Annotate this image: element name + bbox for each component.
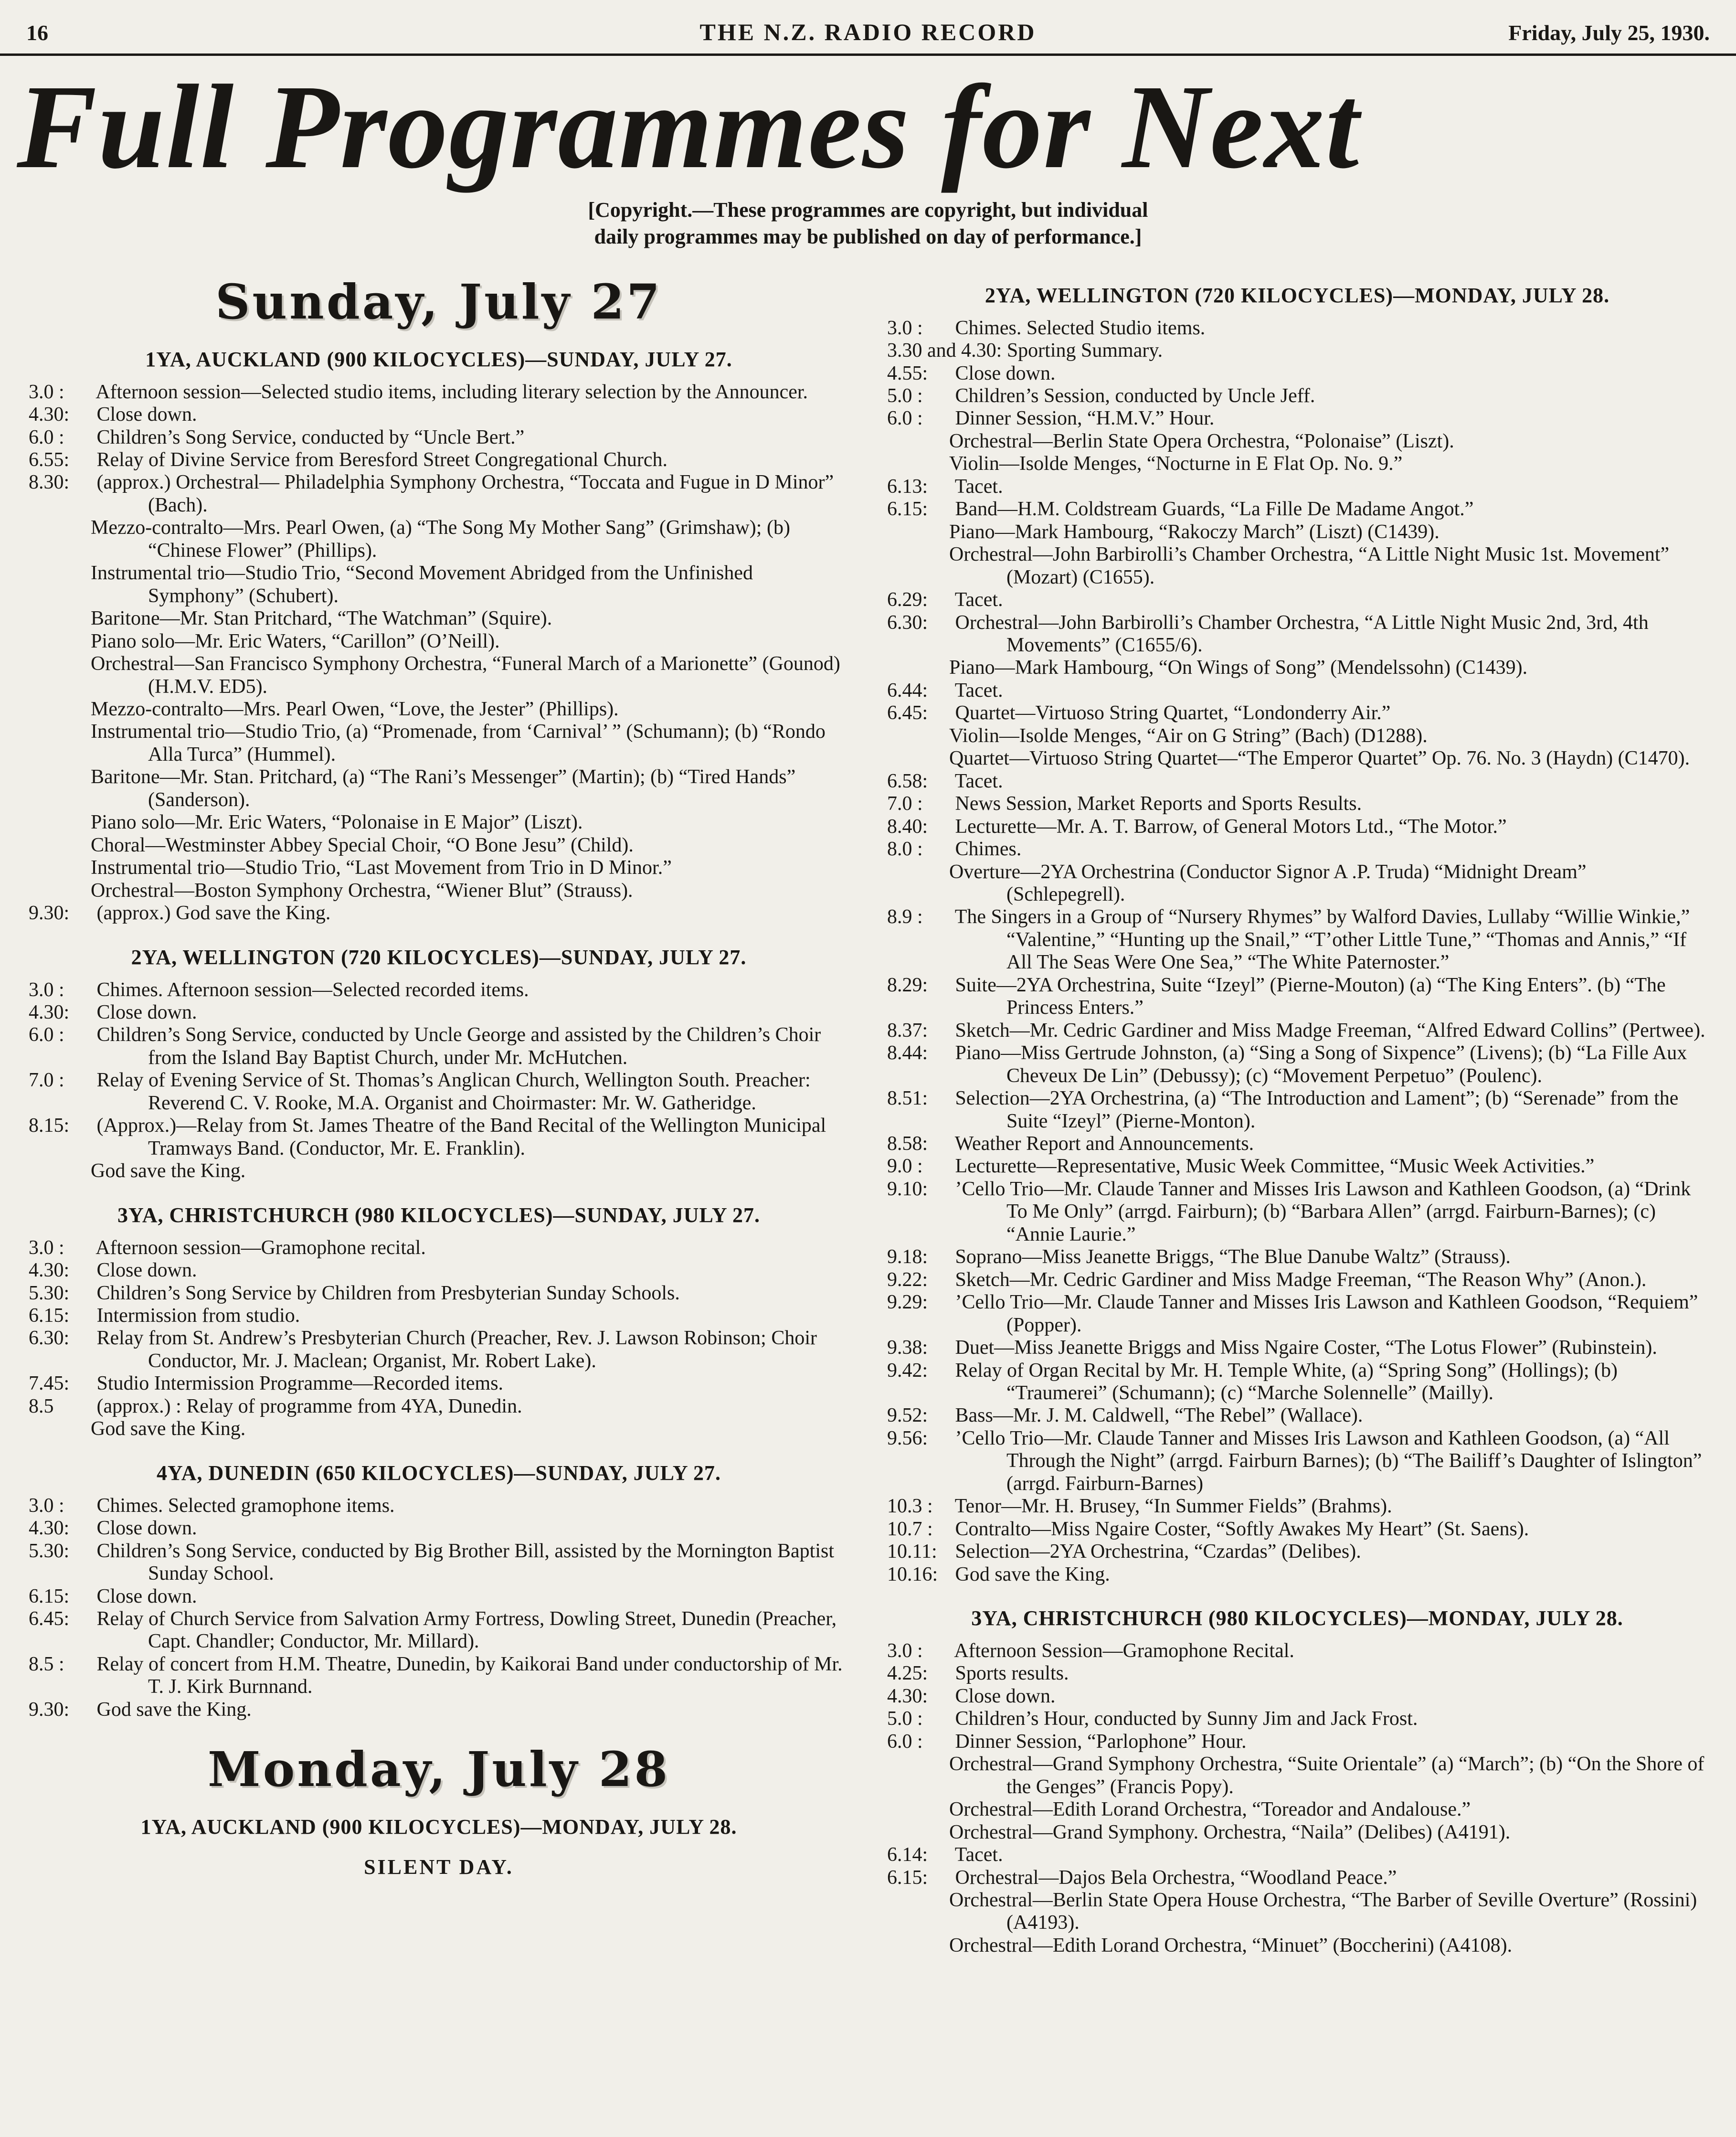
programme-subentry: Orchestral—Grand Symphony. Orchestra, “Naila” (Delibes) (A4191). [949,1821,1511,1843]
programme-entry [29,979,849,1001]
entry-description: Relay from St. Andrew’s Presbyterian Church (Preacher, Rev. J. Lawson Robinson; Choir Conductor, Mr. J. Maclean; Organist, Mr. Robert Lake). [96,1327,817,1372]
station-heading: 3YA, CHRISTCHURCH (980 KILOCYCLES)—SUNDAY, JULY 27. [117,1203,760,1227]
station-section [887,283,1707,1586]
programme-entry [29,1395,849,1418]
programme-entry [29,381,849,404]
programme-entry [29,1237,849,1259]
entry-description: Weather Report and Announcements. [954,1132,1254,1155]
entry-description: Suite—2YA Orchestrina, Suite “Izeyl” (Pierne-Mouton) (a) “The King Enters”. (b) “The Princess Enters.” [955,974,1666,1019]
programme-entry [29,1305,849,1327]
programme-subentry: Piano solo—Mr. Eric Waters, “Carillon” (O’Neill). [91,630,500,652]
programme-subentry: Orchestral—Edith Lorand Orchestra, “Toreador and Andalouse.” [949,1798,1471,1821]
entry-description: Studio Intermission Programme—Recorded items. [96,1372,504,1395]
entry-description: Afternoon session—Gramophone recital. [95,1236,426,1259]
entry-description: Children’s Song Service, conducted by Big Brother Bill, assisted by the Mornington Baptist Sunday School. [96,1540,835,1585]
entry-time: 8.9 : [887,906,923,928]
entry-time: 8.15: [29,1115,70,1137]
station-section [29,1815,849,1879]
entry-description: Afternoon Session—Gramophone Recital. [954,1640,1294,1662]
programme-entry [887,1662,1707,1685]
entry-time: 10.11: [887,1541,937,1563]
entry-time: 9.30: [29,1698,70,1721]
entry-time: 6.58: [887,770,928,792]
programme-entry [29,1001,849,1024]
entry-time: 5.0 : [887,1708,923,1730]
entry-time: 4.30: [29,1517,70,1540]
entry-description: Contralto—Miss Ngaire Coster, “Softly Awakes My Heart” (St. Saens). [955,1518,1529,1540]
programme-subentry: Instrumental trio—Studio Trio, (a) “Promenade, from ‘Carnival’ ” (Schumann); (b) “Rondo Alla Turca” (Hummel). [91,721,826,765]
programme-entry [887,589,1707,611]
programme-entry [887,1155,1707,1178]
entry-time: 6.0 : [887,407,923,430]
right-column [887,267,1707,1978]
entry-time: 8.37: [887,1019,928,1042]
programme-entry [887,1563,1707,1586]
programme-subentry: God save the King. [91,1160,246,1182]
entry-time: 6.45: [887,702,928,724]
programme-entry [887,385,1707,407]
entry-description: Relay of Church Service from Salvation Army Fortress, Dowling Street, Dunedin (Preacher, Capt. Chandler; Conductor, Mr. Millard). [96,1607,837,1653]
programme-entry [29,1069,849,1115]
programme-entry [887,1844,1707,1866]
entry-time: 8.40: [887,815,928,838]
entry-time: 6.29: [887,589,928,611]
programme-entry [887,1020,1707,1042]
entry-description: (approx.) Orchestral— Philadelphia Symphony Orchestra, “Toccata and Fugue in D Minor” (Bach). [96,471,834,516]
entry-time: 9.18: [887,1246,928,1268]
programme-entry [887,1640,1707,1662]
entry-time: 6.55: [29,449,70,471]
entry-description: Afternoon session—Selected studio items, including literary selection by the Announcer. [95,381,808,403]
entry-description: ’Cello Trio—Mr. Claude Tanner and Misses Iris Lawson and Kathleen Goodson, “Requiem” (Popper). [955,1291,1698,1336]
programme-subentry: Piano solo—Mr. Eric Waters, “Polonaise in E Major” (Liszt). [91,811,583,834]
entry-description: Relay of Organ Recital by Mr. H. Temple White, (a) “Spring Song” (Hollings); (b) “Traumerei” (Schumann); (c) “Marche Solennelle” (Mailly). [955,1359,1618,1404]
programme-subentry: Baritone—Mr. Stan. Pritchard, (a) “The Rani’s Messenger” (Martin); (b) “Tired Hands” (Sanderson). [91,766,796,811]
entry-time: 6.15: [887,498,928,521]
entry-time: 9.0 : [887,1155,923,1178]
station-heading: 4YA, DUNEDIN (650 KILOCYCLES)—SUNDAY, JULY 27. [156,1461,721,1485]
programme-subentry: God save the King. [91,1418,246,1440]
entry-description: ’Cello Trio—Mr. Claude Tanner and Misses Iris Lawson and Kathleen Goodson, (a) “All Through the Night” (arrgd. Fairburn Barnes); (b) “The Bailiff’s Daughter of Islington” (arrgd. Fairburn-Barnes) [955,1427,1702,1495]
masthead-title: THE N.Z. RADIO RECORD [699,19,1037,45]
station-section [29,1203,849,1441]
programme-subentry: Piano—Mark Hambourg, “On Wings of Song” (Mendelssohn) (C1439). [949,657,1528,679]
entry-description: Bass—Mr. J. M. Caldwell, “The Rebel” (Wallace). [955,1404,1363,1427]
programme-entry [887,476,1707,498]
entry-description: Close down. [96,1001,197,1023]
programme-subentry: Instrumental trio—Studio Trio, “Last Movement from Trio in D Minor.” [91,857,672,879]
programme-entry [887,362,1707,385]
programme-entry [29,1608,849,1653]
entry-description: Chimes. [955,838,1022,861]
entry-description: News Session, Market Reports and Sports Results. [955,793,1362,815]
day-heading: Monday, July 28 [207,1741,670,1798]
station-heading: 1YA, AUCKLAND (900 KILOCYCLES)—MONDAY, JULY 28. [140,1815,737,1839]
programme-subentry: Violin—Isolde Menges, “Nocturne in E Flat Op. No. 9.” [949,453,1403,475]
entry-time: 8.29: [887,974,928,996]
entry-time: 10.16: [887,1563,938,1585]
programme-subentry: Orchestral—Berlin State Opera Orchestra, “Polonaise” (Liszt). [949,430,1454,452]
programme-entry [887,1541,1707,1563]
entry-time: 3.30 and 4.30: [887,340,1002,362]
programme-entry [887,1087,1707,1133]
entry-description: Piano—Miss Gertrude Johnston, (a) “Sing a Song of Sixpence” (Livens); (b) “La Fille Aux Cheveux De Lin” (Debussy); (c) “Movement Perpetuo” (Poulenc). [955,1042,1687,1087]
programme-entry [887,1731,1707,1753]
entry-description: Children’s Song Service by Children from Presbyterian Sunday Schools. [96,1282,680,1304]
entry-description: ’Cello Trio—Mr. Claude Tanner and Misses Iris Lawson and Kathleen Goodson, (a) “Drink To Me Only” (arrgd. Fairburn); (b) “Barbara Allen” (arrgd. Fairburn-Barnes); (c) “Annie Laurie.” [955,1178,1691,1245]
entry-time: 9.29: [887,1291,928,1314]
issue-date: Friday, July 25, 1930. [1508,21,1710,45]
copyright-line-1: [Copyright.—These programmes are copyright, but individual [588,198,1148,222]
programme-entry [29,902,849,925]
main-headline: Full Programmes for Next [17,60,1360,193]
entry-time: 10.7 : [887,1518,933,1540]
entry-description: Band—H.M. Coldstream Guards, “La Fille De Madame Angot.” [955,498,1474,521]
programme-entry [29,449,849,471]
entry-time: 4.55: [887,362,928,384]
entry-time: 4.30: [29,1001,70,1023]
programme-entry [29,1653,849,1699]
entry-description: Sketch—Mr. Cedric Gardiner and Miss Madge Freeman, “Alfred Edward Collins” (Pertwee). [955,1019,1705,1042]
entry-time: 6.0 : [29,1024,64,1046]
entry-description: Sporting Summary. [1006,340,1163,362]
entry-time: 9.56: [887,1427,928,1449]
programme-subentry: Mezzo-contralto—Mrs. Pearl Owen, “Love, the Jester” (Phillips). [91,698,619,720]
silent-day-note: SILENT DAY. [364,1855,514,1879]
entry-time: 7.45: [29,1372,70,1395]
entry-description: Close down. [96,404,197,426]
entry-description: Children’s Hour, conducted by Sunny Jim and Jack Frost. [955,1708,1418,1730]
entry-description: Dinner Session, “Parlophone” Hour. [955,1730,1247,1753]
entry-description: Close down. [96,1259,197,1282]
entry-description: (approx.) : Relay of programme from 4YA, Dunedin. [96,1395,522,1417]
entry-time: 4.30: [29,404,70,426]
programme-entry [887,793,1707,815]
entry-time: 7.0 : [887,793,923,815]
entry-description: Lecturette—Mr. A. T. Barrow, of General Motors Ltd., “The Motor.” [955,815,1507,838]
entry-time: 8.58: [887,1132,928,1155]
programme-entry [887,1404,1707,1427]
entry-time: 4.25: [887,1662,928,1685]
programme-entry [887,838,1707,861]
entry-description: Chimes. Afternoon session—Selected recorded items. [96,978,529,1001]
entry-description: Tacet. [954,475,1003,498]
programme-entry [887,1708,1707,1730]
entry-time: 3.0 : [887,317,923,339]
programme-entry [887,498,1707,521]
entry-description: Close down. [955,1685,1056,1707]
programme-entry [29,1115,849,1160]
copyright-note [0,197,1736,251]
station-section [29,347,849,925]
programme-subentry: Piano—Mark Hambourg, “Rakoczy March” (Liszt) (C1439). [949,521,1440,543]
programme-entry [29,471,849,517]
entry-time: 8.5 : [29,1653,64,1675]
entry-time: 6.15: [29,1585,70,1607]
programme-subentry: Choral—Westminster Abbey Special Choir, “O Bone Jesu” (Child). [91,834,634,856]
programme-subentry: Orchestral—Edith Lorand Orchestra, “Minuet” (Boccherini) (A4108). [949,1934,1513,1956]
programme-entry [887,1427,1707,1495]
entry-time: 3.0 : [29,381,64,403]
programme-entry [29,1282,849,1305]
entry-time: 3.0 : [29,1236,64,1259]
programme-subentry: Orchestral—Grand Symphony Orchestra, “Suite Orientale” (a) “March”; (b) “On the Shore of the Genges” (Francis Popy). [949,1753,1704,1798]
programme-entry [887,770,1707,793]
programme-entry [29,1585,849,1608]
station-section [887,1606,1707,1957]
programme-entry [29,1024,849,1069]
entry-description: Lecturette—Representative, Music Week Committee, “Music Week Activities.” [955,1155,1595,1178]
programme-entry [887,1269,1707,1291]
programme-entry [887,1178,1707,1246]
programme-entry [887,1495,1707,1518]
programme-subentry: Baritone—Mr. Stan Pritchard, “The Watchman” (Squire). [91,607,552,630]
programme-subentry: Mezzo-contralto—Mrs. Pearl Owen, (a) “The Song My Mother Sang” (Grimshaw); (b) “Chinese Flower” (Phillips). [91,517,790,562]
programme-entry [887,340,1707,362]
entry-time: 9.42: [887,1359,928,1382]
entry-time: 3.0 : [29,978,64,1001]
entry-time: 6.13: [887,475,928,498]
programme-entry [887,702,1707,724]
entry-time: 3.0 : [887,1640,923,1662]
station-section [29,1461,849,1722]
entry-time: 6.30: [887,611,928,634]
programme-subentry: Violin—Isolde Menges, “Air on G String” (Bach) (D1288). [949,724,1428,747]
entry-time: 8.44: [887,1042,928,1064]
programme-subentry: Overture—2YA Orchestrina (Conductor Signor A .P. Truda) “Midnight Dream” (Schlepegrell). [949,861,1587,905]
programme-entry [887,1291,1707,1337]
entry-time: 9.30: [29,902,70,925]
entry-time: 10.3 : [887,1495,933,1518]
programme-entry [887,612,1707,657]
entry-time: 5.30: [29,1282,70,1304]
entry-time: 7.0 : [29,1069,64,1092]
entry-description: Selection—2YA Orchestrina, “Czardas” (Delibes). [955,1541,1361,1563]
programme-entry [29,1372,849,1395]
entry-description: Tacet. [954,589,1003,611]
programme-entry [887,1518,1707,1541]
entry-description: Close down. [96,1585,197,1607]
left-column [29,267,849,1899]
station-heading: 2YA, WELLINGTON (720 KILOCYCLES)—MONDAY, JULY 28. [984,283,1610,307]
entry-description: The Singers in a Group of “Nursery Rhymes” by Walford Davies, Lullaby “Willie Winkie,” “Valentine,” “Hunting up the Snail,” “T’other Little Tune,” “Thomas and Annis,” “If All The Seas Were One Sea,” “The White Paternoster.” [954,906,1690,974]
entry-time: 9.38: [887,1337,928,1359]
entry-time: 8.51: [887,1087,928,1110]
entry-time: 4.30: [887,1685,928,1707]
programme-subentry: Orchestral—San Francisco Symphony Orchestra, “Funeral March of a Marionette” (Gounod) (H.M.V. ED5). [91,653,840,698]
station-heading: 2YA, WELLINGTON (720 KILOCYCLES)—SUNDAY, JULY 27. [131,945,747,969]
programme-subentry: Orchestral—John Barbirolli’s Chamber Orchestra, “A Little Night Music 1st. Movement” (Mozart) (C1655). [949,543,1670,588]
programme-entry [887,1246,1707,1268]
entry-description: Sports results. [955,1662,1069,1685]
programme-subentry: Quartet—Virtuoso String Quartet—“The Emperor Quartet” Op. 76. No. 3 (Haydn) (C1470). [949,747,1690,770]
entry-time: 6.45: [29,1607,70,1630]
entry-time: 4.30: [29,1259,70,1282]
programme-entry [29,1540,849,1585]
entry-description: Tacet. [954,679,1003,702]
entry-time: 6.30: [29,1327,70,1350]
programme-subentry: Orchestral—Boston Symphony Orchestra, “Wiener Blut” (Strauss). [91,879,633,902]
programme-entry [887,906,1707,974]
programme-entry [29,404,849,426]
entry-description: Tacet. [954,1844,1003,1866]
station-heading: 3YA, CHRISTCHURCH (980 KILOCYCLES)—MONDAY, JULY 28. [971,1606,1623,1630]
entry-description: Relay of concert from H.M. Theatre, Dunedin, by Kaikorai Band under conductorship of Mr. T. J. Kirk Burnnand. [96,1653,843,1698]
entry-description: Relay of Evening Service of St. Thomas’s Anglican Church, Wellington South. Preacher: Reverend C. V. Rooke, M.A. Organist and Choirmaster: Mr. W. Gatheridge. [96,1069,811,1114]
entry-time: 9.52: [887,1404,928,1427]
entry-description: Orchestral—Dajos Bela Orchestra, “Woodland Peace.” [955,1866,1397,1889]
entry-description: Relay of Divine Service from Beresford Street Congregational Church. [96,449,667,471]
page-number: 16 [26,21,48,45]
programme-columns [0,267,1736,1978]
entry-description: (approx.) God save the King. [96,902,331,925]
programme-entry [887,680,1707,702]
entry-time: 9.22: [887,1268,928,1291]
entry-description: God save the King. [955,1563,1110,1585]
entry-time: 6.14: [887,1844,928,1866]
programme-subentry: Orchestral—Berlin State Opera House Orchestra, “The Barber of Seville Overture” (Rossini) (A4193). [949,1889,1697,1934]
programme-entry [29,1327,849,1372]
programme-entry [887,816,1707,838]
entry-description: Children’s Session, conducted by Uncle Jeff. [955,385,1315,407]
programme-entry [887,1685,1707,1708]
entry-time: 3.0 : [29,1494,64,1517]
entry-time: 8.0 : [887,838,923,861]
programme-entry [29,1517,849,1540]
programme-entry [29,426,849,449]
entry-description: Close down. [955,362,1056,384]
entry-time: 8.30: [29,471,70,494]
entry-description: Soprano—Miss Jeanette Briggs, “The Blue Danube Waltz” (Strauss). [955,1246,1511,1268]
programme-entry [29,1259,849,1282]
entry-time: 6.15: [887,1866,928,1889]
programme-entry [887,974,1707,1020]
programme-entry [887,1360,1707,1405]
entry-description: Tacet. [954,770,1003,792]
entry-description: Close down. [96,1517,197,1540]
entry-time: 6.15: [29,1304,70,1327]
entry-description: Quartet—Virtuoso String Quartet, “Londonderry Air.” [955,702,1391,724]
entry-time: 9.10: [887,1178,928,1200]
programme-entry [887,1133,1707,1155]
entry-time: 5.30: [29,1540,70,1562]
day-heading: Sunday, July 27 [215,273,662,330]
station-heading: 1YA, AUCKLAND (900 KILOCYCLES)—SUNDAY, JULY 27. [145,347,732,371]
entry-description: Tenor—Mr. H. Brusey, “In Summer Fields” (Brahms). [954,1495,1392,1518]
entry-description: Chimes. Selected gramophone items. [96,1494,395,1517]
entry-description: Sketch—Mr. Cedric Gardiner and Miss Madge Freeman, “The Reason Why” (Anon.). [955,1268,1647,1291]
programme-entry [29,1699,849,1721]
entry-description: Orchestral—John Barbirolli’s Chamber Orchestra, “A Little Night Music 2nd, 3rd, 4th Movements” (C1655/6). [955,611,1649,656]
programme-entry [887,407,1707,430]
station-section [29,945,849,1183]
entry-description: Children’s Song Service, conducted by “Uncle Bert.” [96,426,525,448]
entry-description: (Approx.)—Relay from St. James Theatre of the Band Recital of the Wellington Municipal Tramways Band. (Conductor, Mr. E. Franklin). [96,1115,826,1159]
programme-entry [887,317,1707,340]
programme-entry [29,1495,849,1517]
entry-description: Intermission from studio. [96,1304,300,1327]
programme-entry [887,1042,1707,1087]
entry-description: Duet—Miss Jeanette Briggs and Miss Ngaire Coster, “The Lotus Flower” (Rubinstein). [955,1337,1657,1359]
copyright-line-2: daily programmes may be published on day of performance.] [594,225,1142,249]
entry-time: 5.0 : [887,385,923,407]
page-header [0,9,1736,56]
entry-description: God save the King. [96,1698,252,1721]
programme-entry [887,1337,1707,1359]
entry-description: Selection—2YA Orchestrina, (a) “The Introduction and Lament”; (b) “Serenade” from the Suite “Izeyl” (Pierne-Monton). [955,1087,1679,1132]
entry-description: Children’s Song Service, conducted by Uncle George and assisted by the Children’s Choir from the Island Bay Baptist Church, under Mr. McHutchen. [96,1024,821,1069]
entry-time: 6.44: [887,679,928,702]
entry-description: Chimes. Selected Studio items. [955,317,1206,339]
entry-description: Dinner Session, “H.M.V.” Hour. [955,407,1215,430]
programme-entry [887,1867,1707,1889]
programme-subentry: Instrumental trio—Studio Trio, “Second Movement Abridged from the Unfinished Symphony” (Schubert). [91,562,753,607]
entry-time: 8.5 [29,1395,54,1417]
entry-time: 6.0 : [29,426,64,448]
entry-time: 6.0 : [887,1730,923,1753]
